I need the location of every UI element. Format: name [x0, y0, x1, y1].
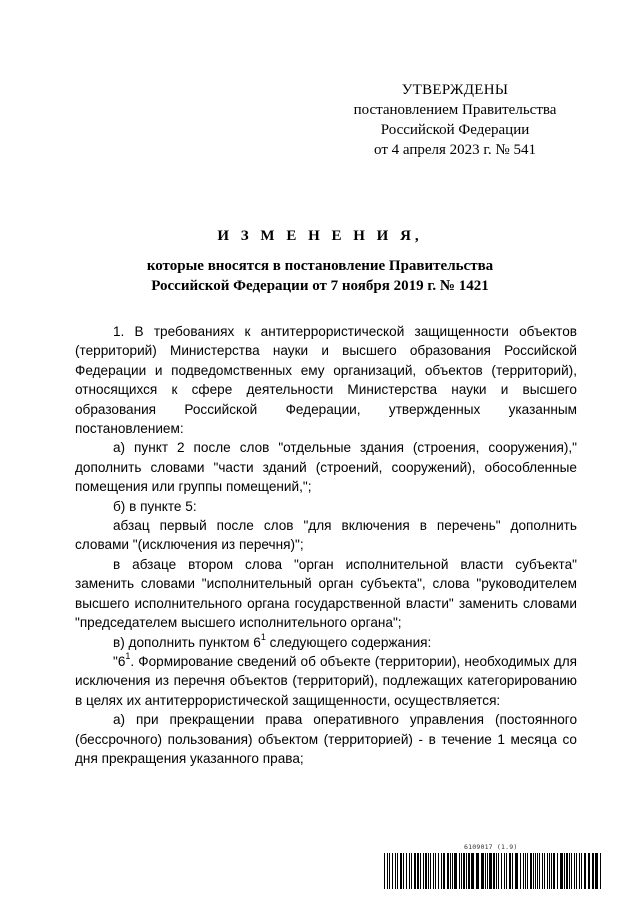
document-title	[0, 226, 640, 296]
paragraph: в абзаце втором слова "орган исполнительной власти субъекта" заменить словами "исполнительный орган субъекта", слова "руководителем высшего исполнительного органа государственной власти" заменить словами "председателем высшего исполнительного органа";	[75, 556, 577, 631]
title-heading: И З М Е Н Е Н И Я,	[217, 228, 423, 244]
title-subtitle-line: Российской Федерации от 7 ноября 2019 г. № 1421	[151, 278, 489, 294]
title-subtitle-line: которые вносятся в постановление Правительства	[146, 258, 494, 274]
document-body	[75, 322, 577, 768]
approval-heading: УТВЕРЖДЕНЫ	[401, 82, 509, 98]
approval-stamp	[330, 80, 580, 160]
paragraph: б) в пункте 5:	[113, 498, 197, 514]
paragraph	[75, 652, 577, 710]
barcode-number: 6109017 (1.9)	[464, 843, 518, 851]
approval-line: Российской Федерации	[380, 122, 530, 138]
paragraph	[75, 633, 577, 652]
paragraph-text: "6	[113, 653, 126, 669]
barcode-icon	[384, 853, 604, 889]
superscript: 1	[125, 651, 131, 662]
paragraph-text: . Формирование сведений об объекте (территории), необходимых для исключения из перечня объектов (территорий), подлежащих категорированию в целях их антитеррористической защищенности, осуществляется:	[75, 653, 577, 708]
paragraph-text: следующего содержания:	[265, 634, 432, 650]
paragraph: а) при прекращении права оперативного управления (постоянного (бессрочного) пользования) объектом (территорией) - в течение 1 месяца со дня прекращения указанного права;	[75, 712, 577, 766]
paragraph: абзац первый после слов "для включения в перечень" дополнить словами "(исключения из перечня)";	[75, 518, 577, 553]
paragraph: а) пункт 2 после слов "отдельные здания (строения, сооружения)," дополнить словами "части зданий (строений, сооружений), обособленные помещения или группы помещений,";	[75, 440, 577, 495]
approval-line: постановлением Правительства	[353, 102, 557, 118]
barcode-area	[384, 843, 604, 893]
approval-date: от 4 апреля 2023 г. № 541	[374, 142, 536, 158]
paragraph-text: в) дополнить пунктом 6	[113, 634, 261, 650]
superscript: 1	[260, 631, 266, 642]
paragraph: 1. В требованиях к антитеррористической защищенности объектов (территорий) Министерства науки и высшего образования Российской Федерации и подведомственных ему организаций, объектов (территорий), относящихся к сфере деятельности Министерства науки и высшего образования Российской Федерации, утвержденных указанным постановлением:	[75, 324, 577, 437]
